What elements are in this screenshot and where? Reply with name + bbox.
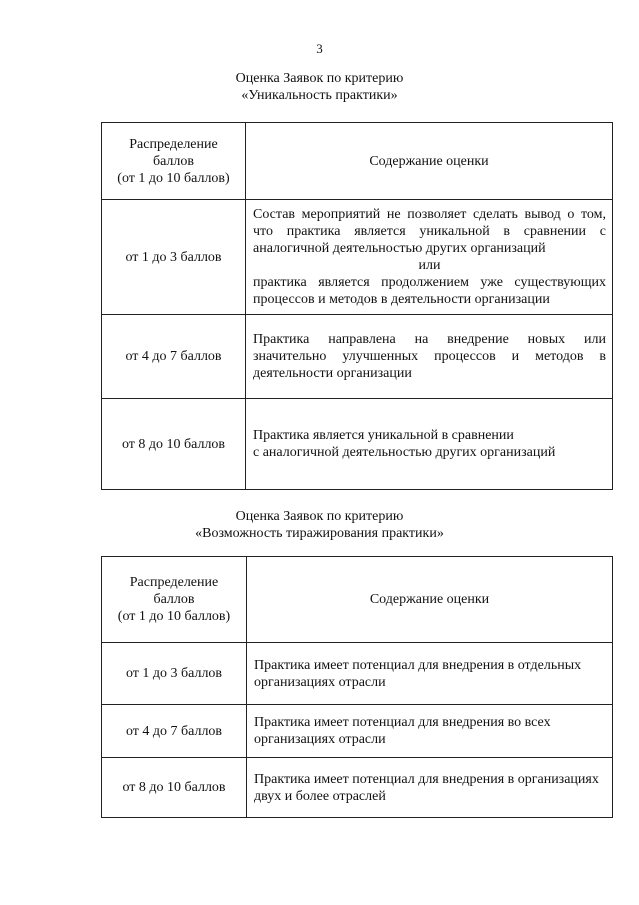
table-row <box>102 315 613 399</box>
score-range-header: Распределение баллов (от 1 до 10 баллов) <box>102 123 246 200</box>
table-row <box>102 399 613 490</box>
content-cell: Практика имеет потенциал для внедрения в отдельных организациях отрасли <box>247 643 613 705</box>
page-number: 3 <box>316 41 323 56</box>
section2-heading <box>0 508 639 542</box>
content-header: Содержание оценки <box>247 557 613 643</box>
content-cell: Практика является уникальной в сравнении с аналогичной деятельностью других организаций <box>246 399 613 490</box>
score-range-header: Распределение баллов (от 1 до 10 баллов) <box>102 557 247 643</box>
table-row <box>102 643 613 705</box>
content-cell: Практика направлена на внедрение новых или значительно улучшенных процессов и методов в деятельности организации <box>246 315 613 399</box>
criterion-table-replicability <box>101 556 613 818</box>
section1-heading-line1: Оценка Заявок по критерию <box>235 71 404 86</box>
content-header: Содержание оценки <box>246 123 613 200</box>
section1-heading <box>0 70 639 104</box>
criterion-table-uniqueness <box>101 122 613 490</box>
section2-heading-line2: «Возможность тиражирования практики» <box>195 526 444 541</box>
table-header-row <box>102 557 613 643</box>
table-row <box>102 705 613 758</box>
score-range-cell: от 4 до 7 баллов <box>102 315 246 399</box>
score-range-cell: от 4 до 7 баллов <box>102 705 247 758</box>
content-cell: Состав мероприятий не позволяет сделать вывод о том, что практика является уникальной в сравнении с аналогичной деятельностью других организаций или практика является продолжением уже существующих процессов и методов в деятельности организации <box>246 200 613 315</box>
content-cell: Практика имеет потенциал для внедрения в организациях двух и более отраслей <box>247 758 613 818</box>
table-header-row <box>102 123 613 200</box>
section1-heading-line2: «Уникальность практики» <box>241 88 398 103</box>
table-row <box>102 758 613 818</box>
table-row <box>102 200 613 315</box>
score-range-cell: от 1 до 3 баллов <box>102 643 247 705</box>
content-cell: Практика имеет потенциал для внедрения во всех организациях отрасли <box>247 705 613 758</box>
score-range-cell: от 8 до 10 баллов <box>102 758 247 818</box>
score-range-cell: от 8 до 10 баллов <box>102 399 246 490</box>
score-range-cell: от 1 до 3 баллов <box>102 200 246 315</box>
section2-heading-line1: Оценка Заявок по критерию <box>235 509 404 524</box>
